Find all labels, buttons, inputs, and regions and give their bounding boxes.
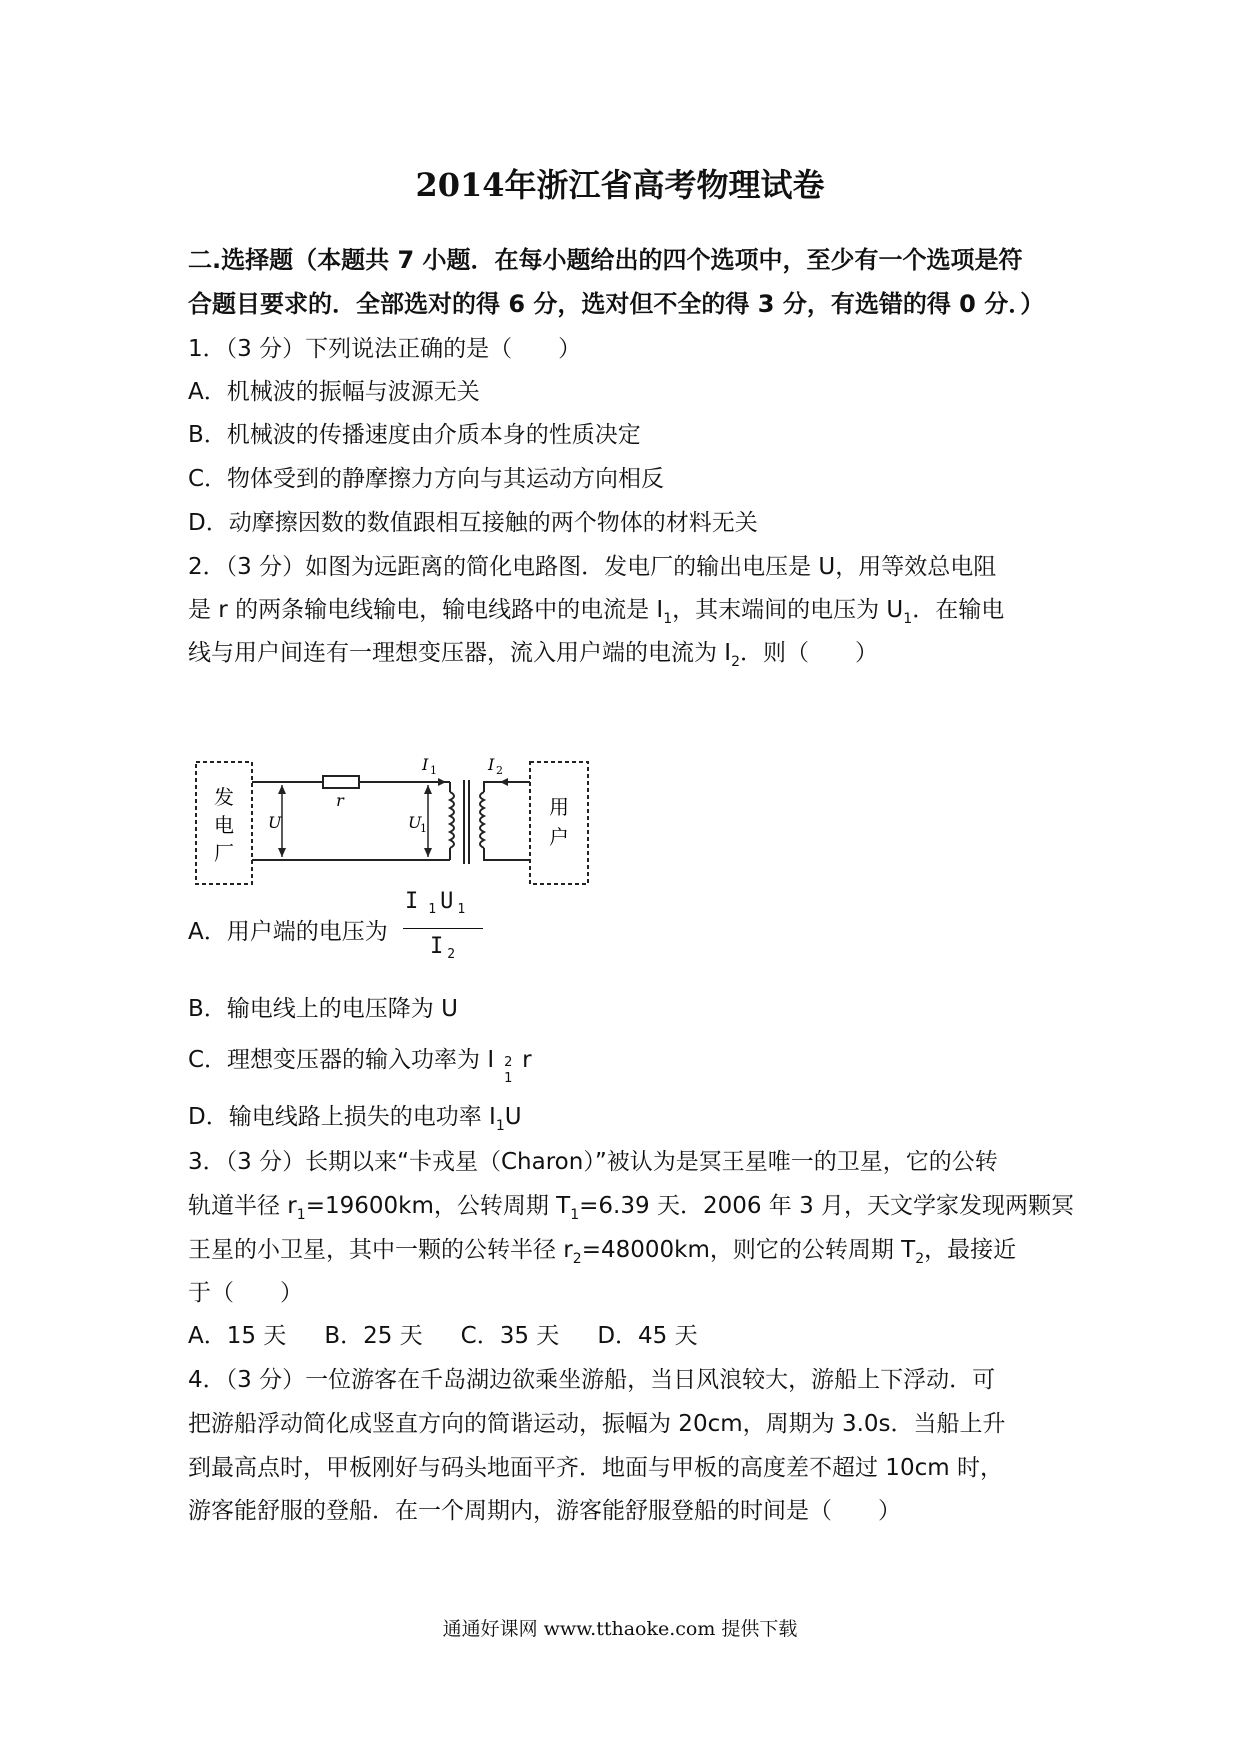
num-u-sub: 1 [457, 902, 466, 917]
section-heading-line-1: 二.选择题（本题共 7 小题．在每小题给出的四个选项中，至少有一个选项是符 [188, 246, 1023, 274]
q1-option-c: C．物体受到的静摩擦力方向与其运动方向相反 [188, 466, 665, 492]
q1-option-b: B．机械波的传播速度由介质本身的性质决定 [188, 422, 641, 448]
i2-label: I [488, 755, 495, 774]
q2-text: ．在输电 [912, 597, 1005, 623]
superscript: 2 [504, 1055, 513, 1070]
exam-title: 2014年浙江省高考物理试卷 [415, 166, 825, 204]
subscript: 1 [903, 611, 913, 627]
fraction-numerator [405, 889, 465, 917]
u1-arrow-head [424, 785, 432, 794]
q3-stem-line-1: 3．（3 分）长期以来“卡戎星（Charon）”被认为是冥王星唯一的卫星，它的公转 [188, 1149, 998, 1175]
num-u: U [440, 889, 454, 914]
plant-label: 电 [214, 813, 234, 837]
section-heading-line-2: 合题目要求的．全部选对的得 6 分，选对但不全的得 3 分，有选错的得 0 分．） [188, 290, 1045, 318]
subscript: 1 [663, 611, 673, 627]
r-label: r [336, 791, 344, 810]
q3-option-c: C．35 天 [460, 1323, 560, 1349]
q3-option-d: D．45 天 [597, 1323, 698, 1349]
subscript: 1 [570, 1207, 580, 1223]
den-i-sub: 2 [447, 947, 456, 962]
q1-stem: 1．（3 分）下列说法正确的是（ ） [188, 336, 582, 362]
footer-source: 通通好课网 www.tthaoke.com 提供下载 [442, 1618, 798, 1640]
q2-option-d-text: D．输电线路上损失的电功率 I [188, 1104, 496, 1130]
q4-stem-line-3: 到最高点时，甲板刚好与码头地面平齐．地面与甲板的高度差不超过 10cm 时， [188, 1455, 1003, 1481]
q2-stem-line-2 [188, 594, 1004, 635]
q4-stem-line-1: 4．（3 分）一位游客在千岛湖边欲乘坐游船，当日风浪较大，游船上下浮动．可 [188, 1367, 996, 1393]
i1-sub: 1 [430, 764, 437, 777]
i1-arrow [438, 778, 446, 786]
secondary-coil [480, 792, 484, 848]
subscript: 1 [504, 1071, 513, 1086]
q2-option-d [188, 1101, 522, 1142]
secondary-wire-bottom [484, 848, 530, 860]
num-i-sub: 1 [428, 902, 437, 917]
q2-option-b: B．输电线上的电压降为 U [188, 996, 458, 1022]
user-label: 户 [549, 825, 569, 849]
num-i: I [405, 889, 419, 914]
q2-text: ，其末端间的电压为 U [672, 597, 904, 623]
q3-option-a: A．15 天 [188, 1323, 287, 1349]
q2-option-a: A．用户端的电压为 [188, 919, 388, 945]
power-index [502, 1051, 522, 1086]
u-arrow-head [278, 848, 286, 857]
q2-text: 是 r 的两条输电线输电，输电线路中的电流是 I [188, 597, 664, 623]
q3-options [188, 1320, 736, 1352]
q1-option-a: A．机械波的振幅与波源无关 [188, 379, 480, 405]
u1-sub: 1 [420, 822, 427, 835]
u-arrow-head [278, 785, 286, 794]
i1-label: I [422, 755, 429, 774]
den-i: I [430, 934, 444, 959]
q3-text: 轨道半径 r [188, 1193, 297, 1219]
q3-option-b: B．25 天 [324, 1323, 423, 1349]
plant-label: 厂 [214, 841, 234, 865]
primary-coil [450, 792, 454, 848]
u1-label: U [408, 813, 422, 832]
circuit-diagram [188, 752, 608, 906]
q4-stem-line-4: 游客能舒服的登船．在一个周期内，游客能舒服登船的时间是（ ） [188, 1498, 901, 1524]
q2-stem-line-3 [188, 637, 878, 678]
fraction-bar [403, 928, 483, 929]
q2-option-c-tail: r [522, 1047, 532, 1073]
q3-stem-line-2 [188, 1190, 1074, 1231]
i2-sub: 2 [496, 764, 503, 777]
q2-option-c-text: C．理想变压器的输入功率为 I [188, 1047, 495, 1073]
q1-option-d: D．动摩擦因数的数值跟相互接触的两个物体的材料无关 [188, 510, 758, 536]
resistor-r [323, 776, 359, 788]
fraction-denominator [430, 934, 455, 962]
q4-stem-line-2: 把游船浮动简化成竖直方向的简谐运动，振幅为 20cm，周期为 3.0s．当船上升 [188, 1411, 1006, 1437]
subscript: 2 [731, 654, 741, 670]
q2-option-c [188, 1044, 532, 1086]
q3-text: =48000km，则它的公转周期 T [581, 1237, 916, 1263]
i2-arrow [500, 778, 508, 786]
subscript: 1 [495, 1118, 505, 1134]
subscript: 2 [572, 1251, 582, 1267]
q3-text: =19600km，公转周期 T [305, 1193, 571, 1219]
q2-option-d-tail: U [504, 1104, 522, 1130]
user-box [530, 762, 588, 884]
u-label: U [268, 813, 282, 832]
subscript: 2 [915, 1251, 925, 1267]
q3-text: 王星的小卫星，其中一颗的公转半径 r [188, 1237, 573, 1263]
plant-label: 发 [214, 785, 234, 809]
q3-stem-line-3 [188, 1234, 1016, 1275]
u1-arrow-head [424, 848, 432, 857]
q2-stem-line-1: 2．（3 分）如图为远距离的简化电路图．发电厂的输出电压是 U，用等效总电阻 [188, 554, 997, 580]
q3-text: =6.39 天．2006 年 3 月，天文学家发现两颗冥 [579, 1193, 1075, 1219]
user-label: 用 [549, 795, 569, 819]
q3-stem-line-4: 于（ ） [188, 1280, 303, 1306]
q2-text: 线与用户间连有一理想变压器，流入用户端的电流为 I [188, 640, 732, 666]
q3-text: ，最接近 [924, 1237, 1017, 1263]
q2-text: ．则（ ） [740, 640, 879, 666]
subscript: 1 [296, 1207, 306, 1223]
